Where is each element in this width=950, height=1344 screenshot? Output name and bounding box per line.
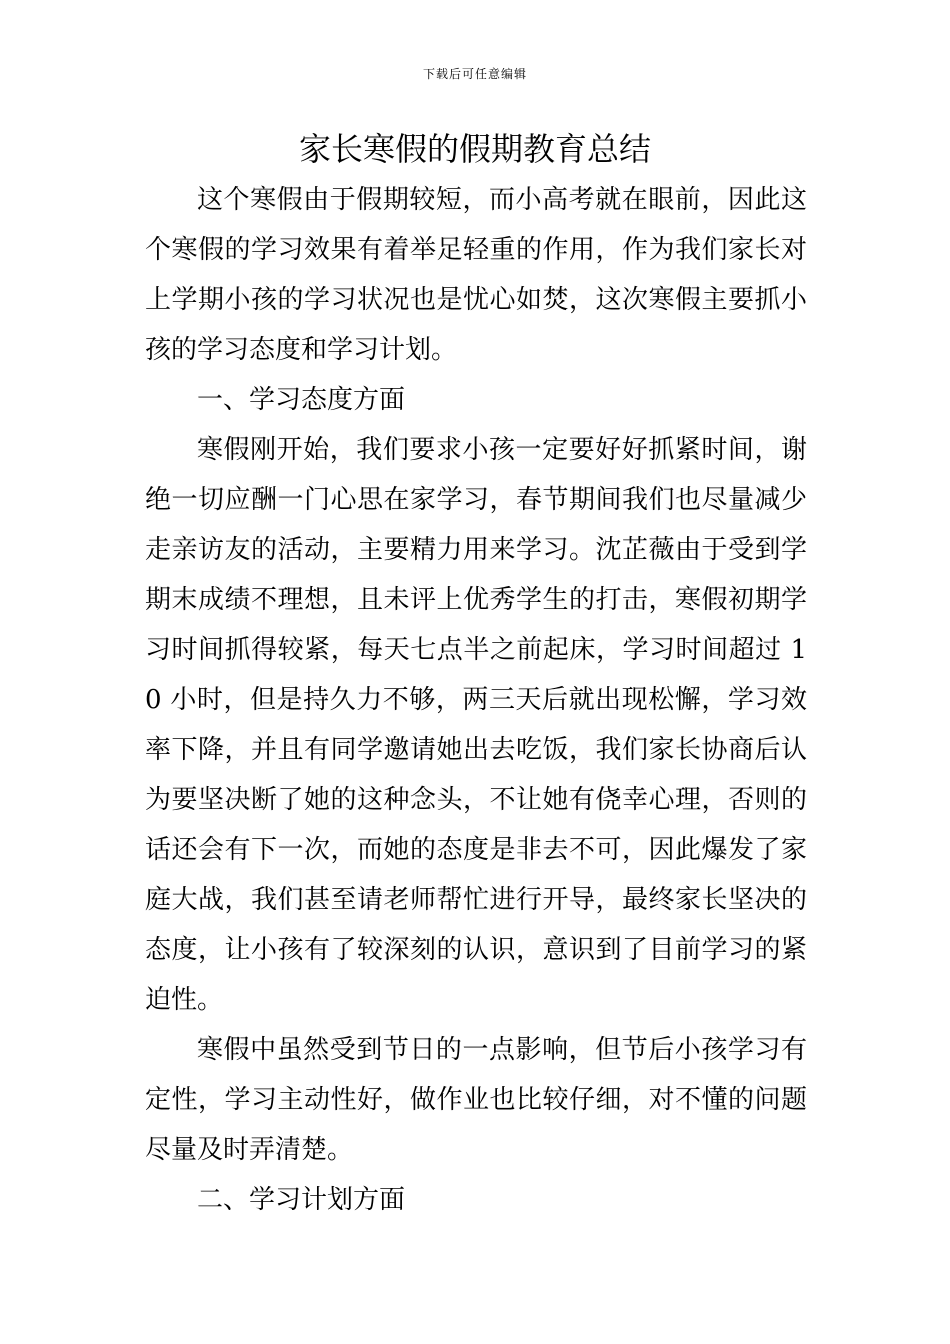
document-title: 家长寒假的假期教育总结 bbox=[298, 130, 651, 168]
paragraph-attitude-detail: 寒假刚开始，我们要求小孩一定要好好抓紧时间，谢绝一切应酬一门心思在家学习，春节期间我们也尽量减少走亲访友的活动，主要精力用来学习。沈芷薇由于受到学期末成绩不理想，且未评上优秀学生的打击，寒假初期学习时间抓得较紧，每天七点半之前起床，学习时间超过 10 小时，但是持久力不够，两三天后就出现松懈，学习效率下降，并且有同学邀请她出去吃饭，我们家长协商后认为要坚决断了她的这种念头，不让她有侥幸心理，否则的话还会有下一次，而她的态度是非去不可，因此爆发了家庭大战，我们甚至请老师帮忙进行开导，最终家长坚决的态度，让小孩有了较深刻的认识，意识到了目前学习的紧迫性。 bbox=[145, 435, 807, 1015]
header-note: 下载后可任意编辑 bbox=[422, 67, 527, 81]
paragraph-holiday-effect: 寒假中虽然受到节日的一点影响，但节后小孩学习有定性，学习主动性好，做作业也比较仔细，对不懂的问题尽量及时弄清楚。 bbox=[145, 1035, 807, 1165]
document-body bbox=[145, 175, 807, 1225]
section-heading-attitude: 一、学习态度方面 bbox=[197, 385, 406, 415]
paragraph-intro: 这个寒假由于假期较短，而小高考就在眼前，因此这个寒假的学习效果有着举足轻重的作用，作为我们家长对上学期小孩的学习状况也是忧心如焚，这次寒假主要抓小孩的学习态度和学习计划。 bbox=[145, 185, 807, 365]
section-heading-plan: 二、学习计划方面 bbox=[197, 1185, 406, 1215]
